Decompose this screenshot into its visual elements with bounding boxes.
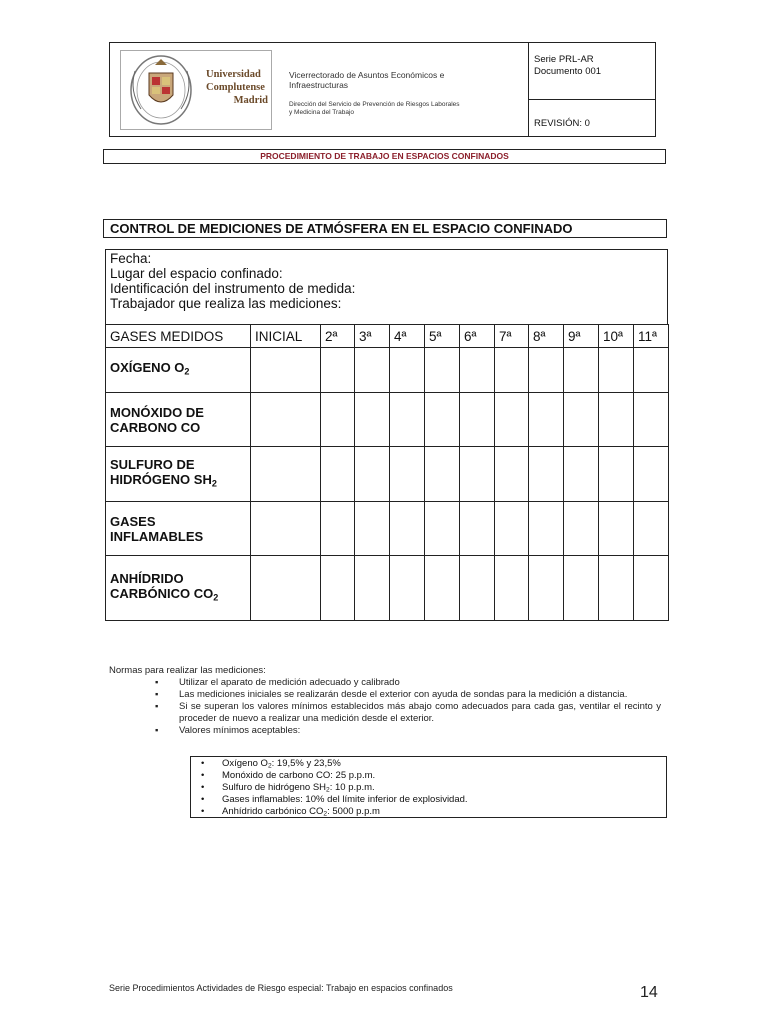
norm-item [109, 677, 661, 689]
table-row [106, 447, 669, 502]
series-label: Serie PRL-AR [534, 54, 594, 65]
min-value-text: Sulfuro de hidrógeno SH [222, 782, 327, 793]
info-field-lugar: Lugar del espacio confinado: [110, 266, 283, 281]
min-value-sub: 2 [323, 810, 328, 818]
gas-label [106, 393, 251, 447]
bullet-icon: • [201, 794, 205, 805]
revision-label: REVISIÓN: 0 [534, 118, 590, 129]
gas-line2: CARBONO CO [110, 419, 201, 435]
page-number: 14 [640, 984, 658, 1001]
measurement-cell[interactable] [460, 393, 495, 447]
column-header: 7ª [495, 325, 529, 348]
header-divider [528, 99, 656, 100]
bullet-icon: ▪ [155, 689, 159, 700]
min-value-text: : 5000 p.p.m [327, 806, 380, 817]
measurement-cell[interactable] [251, 447, 321, 502]
column-header: 5ª [425, 325, 460, 348]
measurement-cell[interactable] [425, 556, 460, 621]
measurement-cell[interactable] [634, 348, 669, 393]
min-value-sub: 2 [326, 786, 330, 794]
measurement-cell[interactable] [425, 447, 460, 502]
measurement-cell[interactable] [495, 447, 529, 502]
measurement-cell[interactable] [425, 348, 460, 393]
measurement-cell[interactable] [251, 348, 321, 393]
gas-line1: OXÍGENO O [110, 360, 185, 376]
measurement-cell[interactable] [495, 393, 529, 447]
norm-text: Las mediciones iniciales se realizarán desde el exterior con ayuda de sondas para la medición a distancia. [179, 689, 628, 700]
info-field-trabajador: Trabajador que realiza las mediciones: [110, 296, 342, 311]
measurement-cell[interactable] [564, 556, 599, 621]
measurement-cell[interactable] [564, 348, 599, 393]
gas-label [106, 348, 251, 393]
measurement-cell[interactable] [529, 447, 564, 502]
gas-line1: GASES [110, 513, 156, 529]
min-value-text: Anhídrido carbónico CO [222, 806, 324, 817]
norm-item [109, 701, 661, 725]
column-header: GASES MEDIDOS [106, 325, 251, 348]
norm-item [109, 689, 661, 701]
measurement-cell[interactable] [529, 348, 564, 393]
procedure-title: PROCEDIMIENTO DE TRABAJO EN ESPACIOS CONFINADOS [103, 149, 666, 164]
measurement-cell[interactable] [355, 556, 390, 621]
measurement-cell[interactable] [390, 393, 425, 447]
measurement-cell[interactable] [355, 502, 390, 556]
bullet-icon: ▪ [155, 677, 159, 688]
measurement-cell[interactable] [321, 447, 355, 502]
measurement-cell[interactable] [251, 502, 321, 556]
series-info [534, 54, 601, 78]
university-name-line: Complutense [206, 82, 265, 93]
measurement-cell[interactable] [321, 556, 355, 621]
table-row [106, 348, 669, 393]
gas-line1: MONÓXIDO DE [110, 404, 204, 420]
gas-subscript: 2 [184, 366, 190, 377]
norm-item [109, 725, 661, 737]
measurement-cell[interactable] [460, 447, 495, 502]
gas-line2: INFLAMABLES [110, 528, 204, 544]
column-header: 9ª [564, 325, 599, 348]
measurement-cell[interactable] [460, 502, 495, 556]
column-header: 4ª [390, 325, 425, 348]
measurement-norms [109, 665, 661, 737]
direccion-line: Dirección del Servicio de Prevención de Riesgos Laborales [289, 101, 460, 108]
info-fields [105, 249, 668, 325]
measurement-cell[interactable] [529, 393, 564, 447]
min-value-text: Monóxido de carbono CO: 25 p.p.m. [222, 770, 376, 781]
measurement-cell[interactable] [599, 556, 634, 621]
norms-title: Normas para realizar las mediciones: [109, 665, 266, 676]
column-header: 3ª [355, 325, 390, 348]
norm-text: Utilizar el aparato de medición adecuado y calibrado [179, 677, 400, 688]
gas-label [106, 447, 251, 502]
measurement-cell[interactable] [321, 348, 355, 393]
control-title: CONTROL DE MEDICIONES DE ATMÓSFERA EN EL ESPACIO CONFINADO [103, 219, 667, 238]
gas-line1: SULFURO DE [110, 456, 195, 472]
min-value-text: Gases inflamables: 10% del límite inferior de explosividad. [222, 794, 468, 805]
column-header: INICIAL [251, 325, 321, 348]
measurement-cell[interactable] [355, 447, 390, 502]
measurement-cell[interactable] [355, 393, 390, 447]
min-value-item [201, 794, 468, 806]
bullet-icon: ▪ [155, 701, 159, 712]
gas-subscript: 2 [211, 478, 217, 489]
min-value-item [201, 806, 380, 821]
measurement-cell[interactable] [564, 447, 599, 502]
min-value-sub: 2 [267, 762, 272, 770]
gas-label [106, 556, 251, 621]
column-header: 11ª [634, 325, 669, 348]
direccion-label [289, 101, 489, 117]
direccion-line: y Medicina del Trabajo [289, 109, 355, 116]
gas-line1: ANHÍDRIDO [110, 570, 184, 586]
bullet-icon: • [201, 758, 205, 769]
table-row [106, 502, 669, 556]
measurement-cell[interactable] [390, 348, 425, 393]
info-field-fecha: Fecha: [110, 251, 152, 266]
university-name [206, 68, 270, 107]
measurement-cell[interactable] [634, 393, 669, 447]
measurement-cell[interactable] [564, 502, 599, 556]
table-header-row [106, 325, 669, 348]
gas-line2: HIDRÓGENO SH [110, 471, 212, 487]
measurement-cell[interactable] [529, 556, 564, 621]
measurement-cell[interactable] [425, 393, 460, 447]
gas-line2: CARBÓNICO CO [110, 585, 214, 601]
document-number: Documento 001 [534, 66, 602, 77]
measurement-cell[interactable] [599, 502, 634, 556]
table-row [106, 393, 669, 447]
bullet-icon: • [201, 770, 205, 781]
column-header: 2ª [321, 325, 355, 348]
measurement-cell[interactable] [495, 556, 529, 621]
table-row [106, 556, 669, 621]
measurement-cell[interactable] [495, 502, 529, 556]
crest-icon [121, 51, 201, 129]
min-value-text: : 10 p.p.m. [329, 782, 375, 793]
vicerrectorado-label: Vicerrectorado de Asuntos Económicos e Infraestructuras [289, 70, 445, 90]
bullet-icon: • [201, 782, 205, 793]
min-value-text: Oxígeno O [222, 758, 268, 769]
measurement-cell[interactable] [460, 348, 495, 393]
min-value-item [201, 770, 375, 782]
measurements-table [105, 324, 669, 621]
measurement-cell[interactable] [460, 556, 495, 621]
measurement-cell[interactable] [599, 393, 634, 447]
measurement-cell[interactable] [599, 447, 634, 502]
norm-text: Valores mínimos aceptables: [179, 725, 301, 736]
gas-subscript: 2 [213, 592, 219, 603]
min-value-text: : 19,5% y 23,5% [271, 758, 341, 769]
page-footer: Serie Procedimientos Actividades de Riesgo especial: Trabajo en espacios confinados [109, 983, 453, 993]
measurement-cell[interactable] [321, 502, 355, 556]
norm-text: Si se superan los valores mínimos establecidos más abajo como adecuados para cada gas, ventilar el recinto y proceder de nuevo a realizar una medición desde el exterior. [179, 701, 661, 724]
measurement-cell[interactable] [321, 393, 355, 447]
measurement-cell[interactable] [390, 447, 425, 502]
measurement-cell[interactable] [634, 447, 669, 502]
measurement-cell[interactable] [599, 348, 634, 393]
measurement-cell[interactable] [355, 348, 390, 393]
university-name-line: Universidad [206, 69, 261, 80]
measurement-cell[interactable] [564, 393, 599, 447]
measurement-cell[interactable] [251, 556, 321, 621]
measurement-cell[interactable] [425, 502, 460, 556]
measurement-cell[interactable] [529, 502, 564, 556]
measurement-cell[interactable] [634, 502, 669, 556]
bullet-icon: ▪ [155, 725, 159, 736]
header-divider [528, 43, 529, 136]
measurement-cell[interactable] [251, 393, 321, 447]
column-header: 8ª [529, 325, 564, 348]
measurement-cell[interactable] [390, 502, 425, 556]
column-header: 6ª [460, 325, 495, 348]
measurement-cell[interactable] [495, 348, 529, 393]
measurement-cell[interactable] [634, 556, 669, 621]
measurement-cell[interactable] [390, 556, 425, 621]
bullet-icon: • [201, 806, 205, 817]
university-name-line: Madrid [233, 95, 268, 106]
gas-label [106, 502, 251, 556]
column-header: 10ª [599, 325, 634, 348]
min-values-box [190, 756, 667, 818]
info-field-instrumento: Identificación del instrumento de medida: [110, 281, 356, 296]
